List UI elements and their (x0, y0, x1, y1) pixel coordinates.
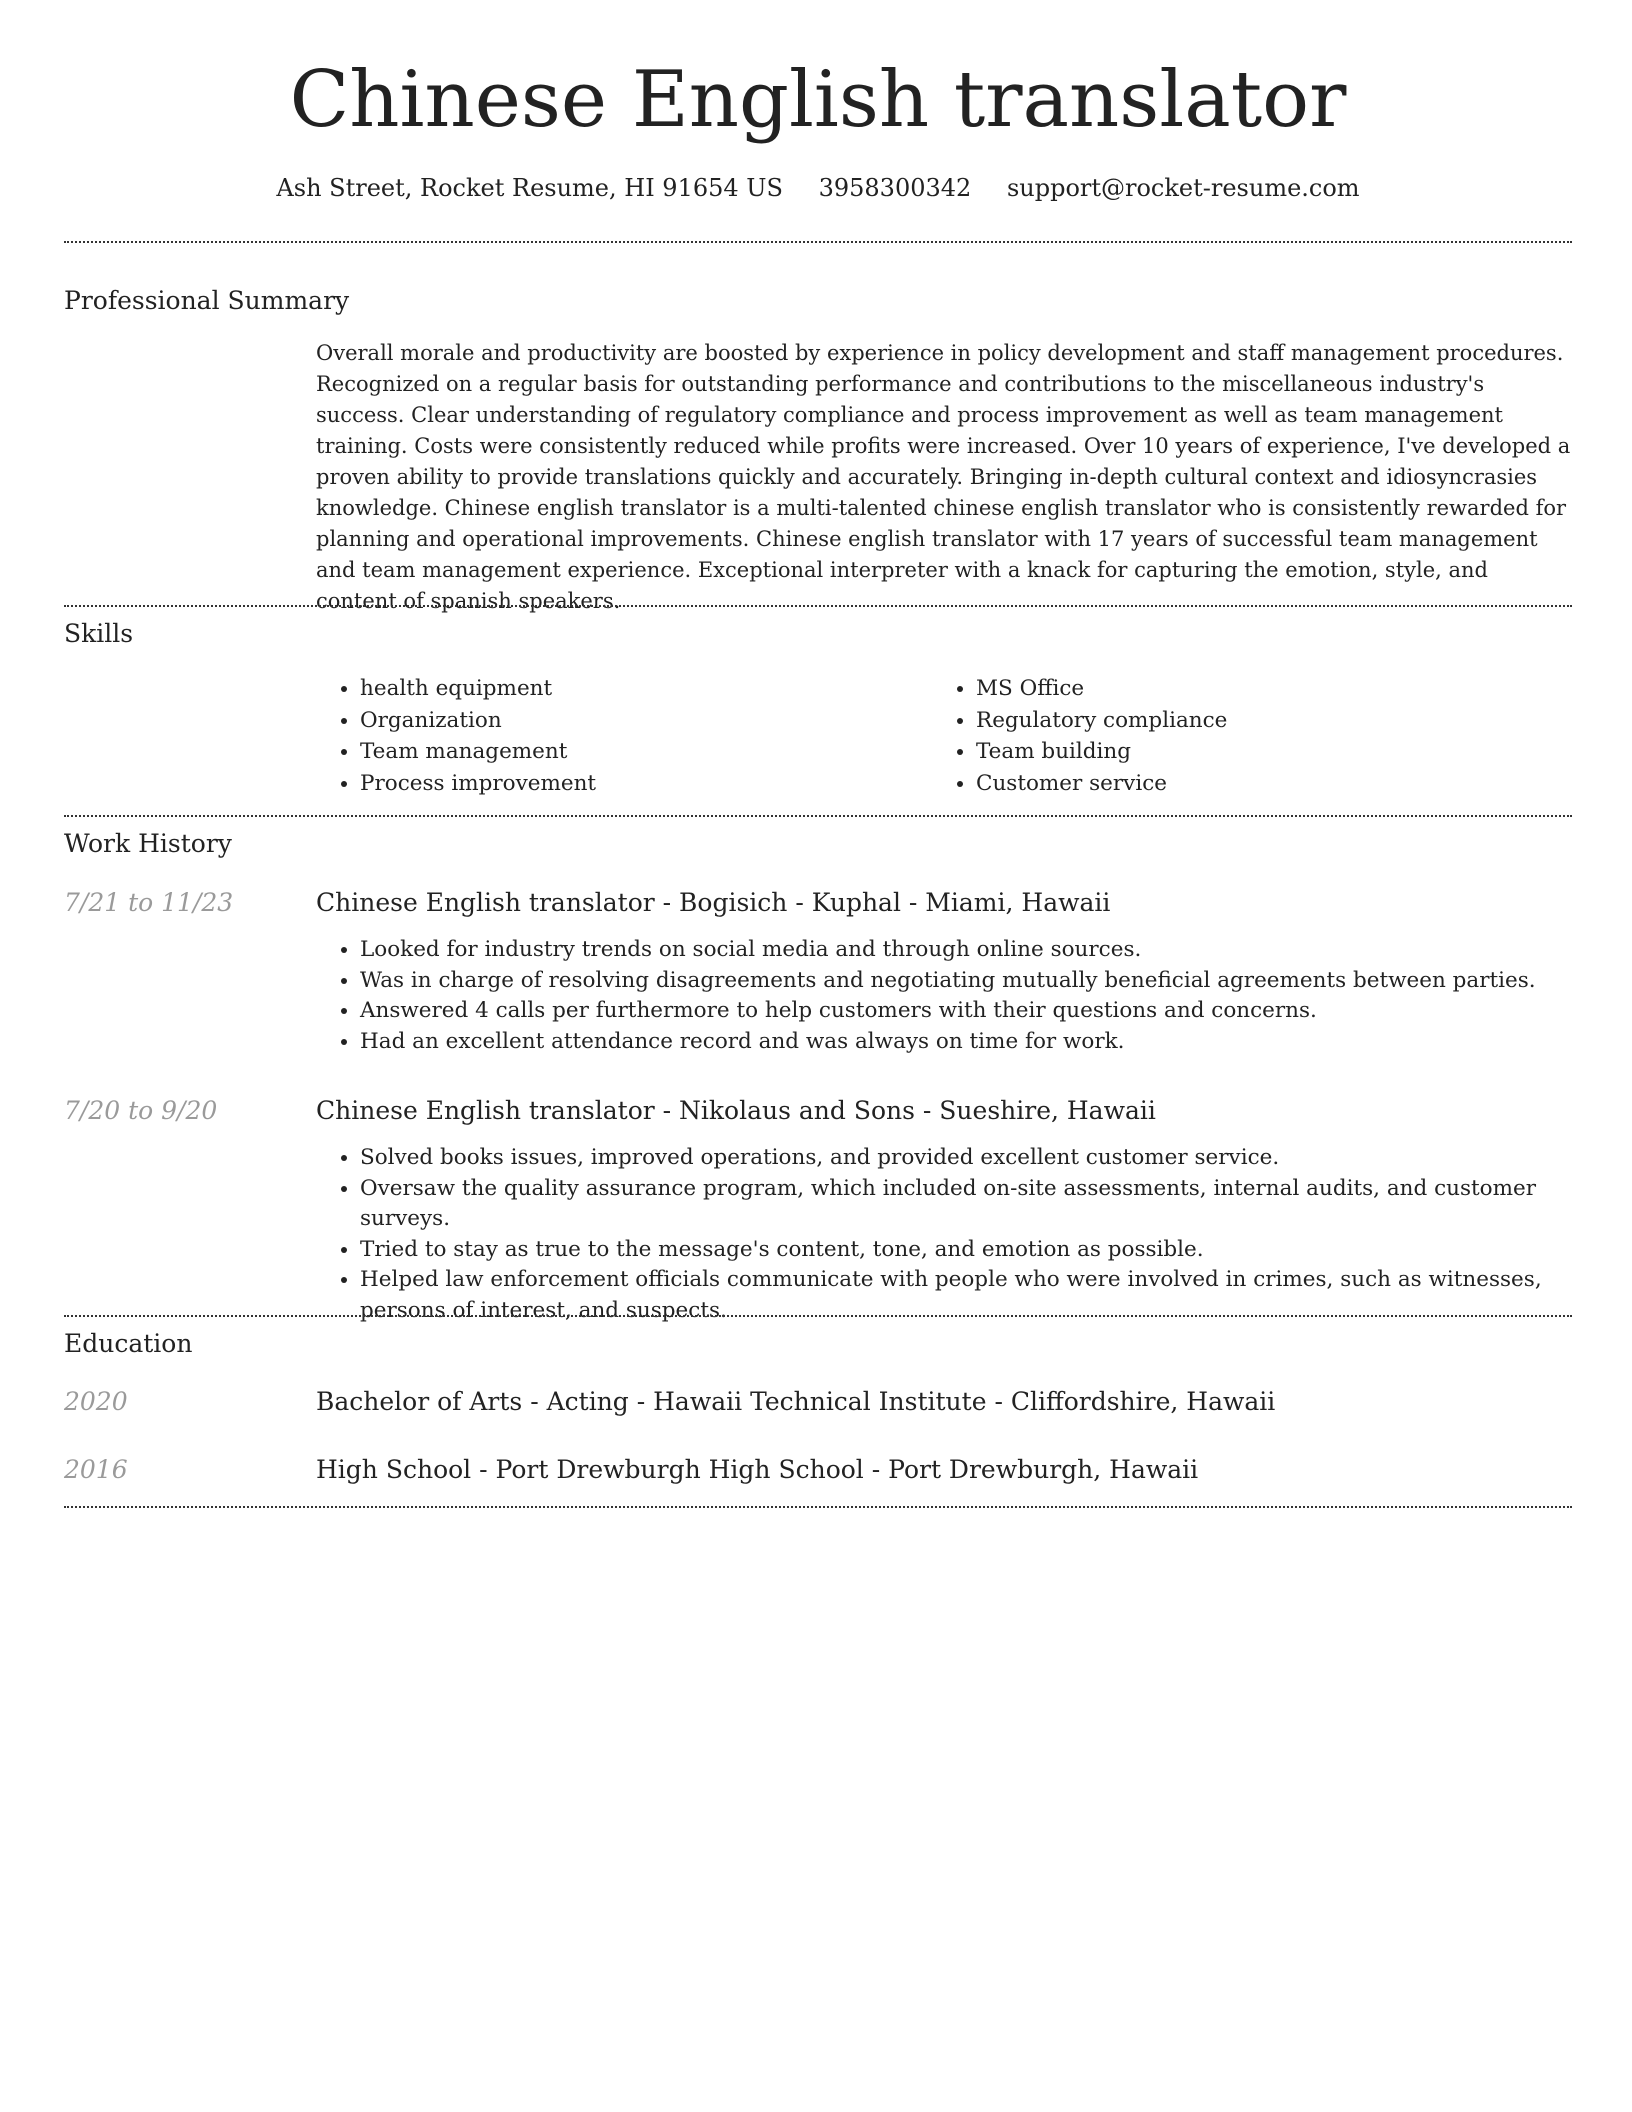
job-heading: Chinese English translator - Nikolaus and Sons - Sueshire, Hawaii (316, 1096, 1156, 1125)
education-heading: Bachelor of Arts - Acting - Hawaii Technical Institute - Cliffordshire, Hawaii (316, 1387, 1276, 1416)
education-section-title: Education (64, 1329, 193, 1358)
summary-section-title: Professional Summary (64, 286, 350, 315)
contact-address: Ash Street, Rocket Resume, HI 91654 US (276, 174, 783, 202)
skills-section-title: Skills (64, 619, 134, 648)
education-year: 2020 (64, 1387, 128, 1416)
section-divider (64, 815, 1572, 817)
job-heading: Chinese English translator - Bogisich - Kuphal - Miami, Hawaii (316, 888, 1111, 917)
job-bullet: • Was in charge of resolving disagreements and negotiating mutually beneficial agreements between parties. (360, 966, 1572, 997)
education-heading: High School - Port Drewburgh High School - Port Drewburgh, Hawaii (316, 1455, 1199, 1484)
job-bullet: • Had an excellent attendance record and was always on time for work. (360, 1027, 1572, 1058)
job-bullet: • Tried to stay as true to the message's content, tone, and emotion as possible. (360, 1235, 1572, 1266)
skill-item: • Team building (976, 736, 1548, 768)
skill-item: • health equipment (360, 673, 932, 705)
contact-email: support@rocket-resume.com (1006, 174, 1360, 202)
skill-item: • Regulatory compliance (976, 705, 1548, 737)
job-bullet: • Answered 4 calls per furthermore to help customers with their questions and concerns. (360, 996, 1572, 1027)
job-bullet: • Helped law enforcement officials communicate with people who were involved in crimes, such as witnesses, persons of interest, and suspects. (360, 1265, 1572, 1326)
contact-line (64, 170, 1572, 206)
skill-item: • Team management (360, 736, 932, 768)
skill-item: • Process improvement (360, 768, 932, 800)
job-dates: 7/20 to 9/20 (64, 1096, 218, 1125)
job-dates: 7/21 to 11/23 (64, 888, 234, 917)
skills-list (316, 673, 1572, 799)
work-section-title: Work History (64, 829, 232, 858)
section-divider (64, 241, 1572, 243)
contact-phone: 3958300342 (818, 174, 972, 202)
job-bullets (316, 935, 1572, 1057)
section-divider (64, 605, 1572, 607)
skill-item: • Organization (360, 705, 932, 737)
summary-text: Overall morale and productivity are boosted by experience in policy development and staff management procedures. Recognized on a regular basis for outstanding performance and contributions to the miscellaneous industry's success. Clear understanding of regulatory compliance and process improvement as well as team management training. Costs were consistently reduced while profits were increased. Over 10 years of experience, I've developed a proven ability to provide translations quickly and accurately. Bringing in-depth cultural context and idiosyncrasies knowledge. Chinese english translator is a multi-talented chinese english translator who is consistently rewarded for planning and operational improvements. Chinese english translator with 17 years of successful team management and team management experience. Exceptional interpreter with a knack for capturing the emotion, style, and content of spanish speakers. (316, 341, 1571, 613)
skill-item: • MS Office (976, 673, 1548, 705)
job-bullets (316, 1143, 1572, 1326)
section-divider (64, 1506, 1572, 1508)
skills-column-right (932, 673, 1548, 799)
section-divider (64, 1315, 1572, 1317)
skills-column-left (316, 673, 932, 799)
candidate-name: Chinese English translator (289, 55, 1347, 145)
job-bullet: • Solved books issues, improved operations, and provided excellent customer service. (360, 1143, 1572, 1174)
education-year: 2016 (64, 1455, 128, 1484)
job-bullet: • Oversaw the quality assurance program, which included on-site assessments, internal audits, and customer surveys. (360, 1174, 1572, 1235)
skill-item: • Customer service (976, 768, 1548, 800)
job-bullet: • Looked for industry trends on social media and through online sources. (360, 935, 1572, 966)
